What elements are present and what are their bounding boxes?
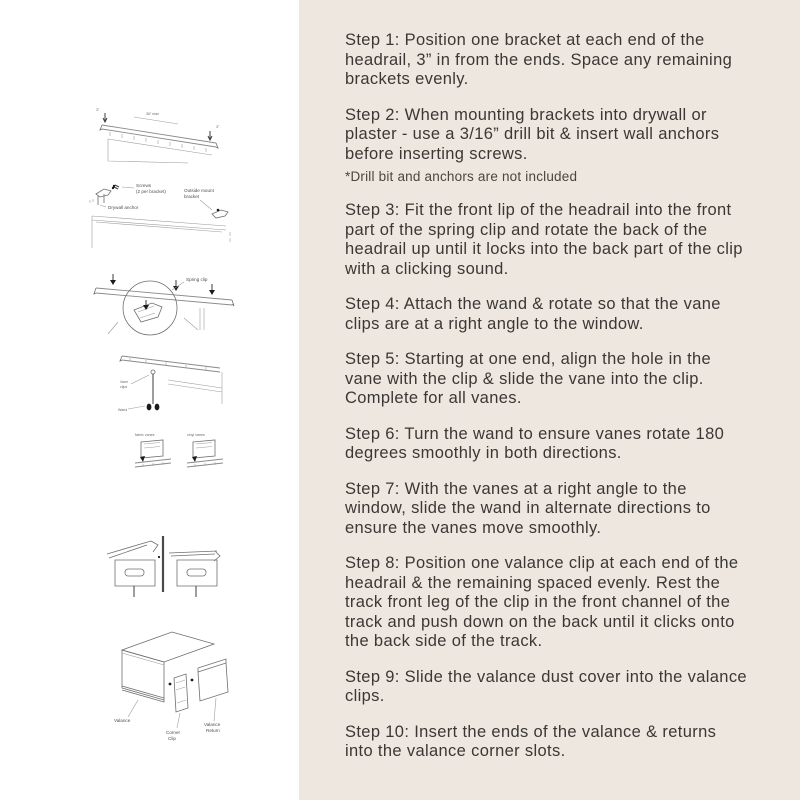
illustration-wand bbox=[116, 342, 228, 424]
step-8-text: Step 8: Position one valance clip at each end of the headrail & the remaining spaced evenly. Rest the track front leg of the clip in the front channel of the track and push down on the back until it clicks onto the back side of the track. bbox=[345, 554, 739, 650]
step-2-text: Step 2: When mounting brackets into drywall or plaster - use a 3/16” drill bit & insert wall anchors before inserting screws. bbox=[345, 105, 720, 163]
corner-clip-label-line2: Clip bbox=[168, 736, 176, 741]
spring-clip-label: Spring clip bbox=[186, 277, 208, 282]
valance-return-label-line1: Valance bbox=[204, 722, 221, 727]
illustration-headrail-brackets bbox=[92, 103, 232, 165]
dim-right-label: 3” bbox=[216, 125, 220, 129]
valance-label: Valance bbox=[114, 718, 131, 723]
drill-bit-footnote: *Drill bit and anchors are not included bbox=[345, 169, 578, 184]
vane-clips-label-line2: clips bbox=[120, 385, 128, 389]
vane-right-label: vinyl vanes bbox=[187, 433, 205, 437]
illustration-valance-corner bbox=[106, 620, 244, 768]
step-5-text: Step 5: Starting at one end, align the hole in the vane with the clip & slide the vane into the clip. Complete for all vanes. bbox=[345, 350, 712, 407]
dim-left-label: 3” bbox=[96, 108, 100, 112]
step-4-text: Step 4: Attach the wand & rotate so that the vane clips are at a right angle to the window. bbox=[345, 295, 721, 333]
vane-left-label: fabric vanes bbox=[135, 433, 155, 437]
vane-clips-label-line1: Vane bbox=[120, 380, 129, 384]
step-1-text: Step 1: Position one bracket at each end of the headrail, 3” in from the ends. Space any remaining brackets evenly. bbox=[345, 31, 733, 88]
screws-label-line1: Screws bbox=[136, 183, 152, 188]
step-3-text: Step 3: Fit the front lip of the headrail into the front part of the spring clip and rotate the back of the headrail up until it locks into the back part of the clip with a clicking sound. bbox=[345, 201, 743, 278]
illustration-column bbox=[0, 0, 299, 800]
outside-mount-label-line2: bracket bbox=[184, 194, 200, 199]
wand-label: Wand bbox=[118, 408, 128, 412]
valance-return-label-line2: Return bbox=[206, 728, 220, 733]
screws-label-line2: (2 per bracket) bbox=[136, 189, 166, 194]
drywall-anchor-label: Drywall anchor bbox=[108, 205, 139, 210]
dim-center-label: 36” max bbox=[146, 112, 159, 116]
illustration-vane-clip bbox=[131, 430, 233, 482]
outside-mount-label-line1: Outside mount bbox=[184, 188, 214, 193]
illustration-mounting-parts bbox=[84, 176, 242, 252]
illustration-valance-clip bbox=[97, 524, 229, 604]
corner-clip-label-line1: Corner bbox=[166, 730, 181, 735]
instructions-panel bbox=[299, 0, 800, 800]
illustration-spring-clip bbox=[88, 260, 240, 342]
step-10-text: Step 10: Insert the ends of the valance & returns into the valance corner slots. bbox=[345, 722, 717, 760]
step-9-text: Step 9: Slide the valance dust cover into the valance clips. bbox=[345, 667, 747, 705]
step-6-text: Step 6: Turn the wand to ensure vanes rotate 180 degrees smoothly in both directions. bbox=[345, 424, 725, 462]
step-7-text: Step 7: With the vanes at a right angle to the window, slide the wand in alternate directions to ensure the vanes move smoothly. bbox=[345, 479, 711, 537]
